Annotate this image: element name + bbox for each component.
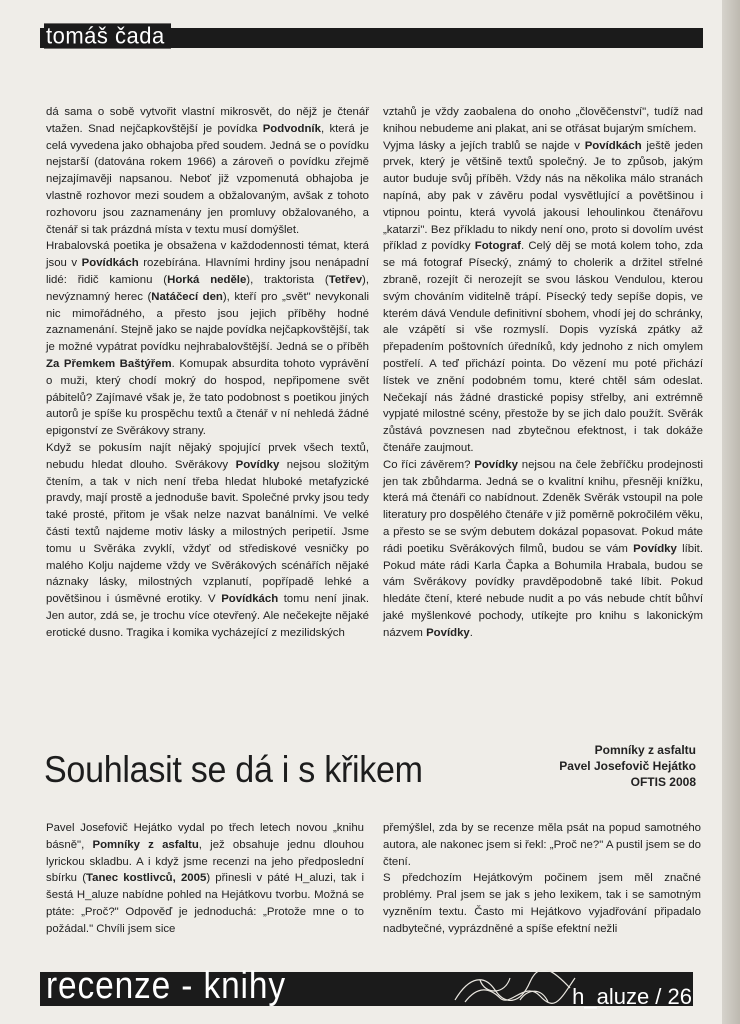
review-column-left <box>46 820 364 938</box>
ornament-flourish-icon <box>450 970 580 1006</box>
article-column-right <box>383 104 703 642</box>
article-column-left <box>46 104 369 642</box>
page-edge-shadow <box>722 0 740 1024</box>
paragraph: dá sama o sobě vytvořit vlastní mikrosvět, do nějž je čtenář vtažen. Snad nejčapkovštější je povídka Podvodník, která je celá vyvedena jako obhajoba před soudem. Jedná se o povídku nejstarší (datována rokem 1966) a zároveň o povídku zřejmě nejzajímavěji napsanou. Neboť již vzpomenutá obhajoba je vlastně rozhovor mezi soudem a obžalovaným, avšak z tohoto rozhovoru jsou zaznamenány jen promluvy obžalovaného, a čtenář si tak prázdná místa v textu musí domýšlet. <box>46 106 369 236</box>
paragraph: Vyjma lásky a jejích trablů se najde v Povídkách ještě jeden prvek, který je většině textů společný. Je to způsob, jakým autor buduje svůj příběh. Vždy nás na několika málo stranách napíná, aby pak v závěru podal vysvětlující a povětšinou i vtipnou pointu, která vyvolá jakousi lehoulinkou čtenářovu „katarzi". Bez příkladu to nikdy není ono, proto si dovolím uvést příklad z povídky Fotograf. Celý děj se motá kolem toho, zda se má fotograf Písecký, známý to cholerik a držitel střelné zbraně, rozejít či nerozejít se svou láskou Vendulou, kterou svým chováním viditelně trápí. Písecký tedy sepíše dopis, ve kterém dává Vendule definitivní sbohem, vhodí jej do schránky, ale vzápětí si vše rozmyslí. Dopis vyzíská zpátky až přepadením poštovních úředníků, kdy jednoho z nich omylem postřelí. A teď přichází pointa. Do vězení mu poté přichází lístek ve znění podobném tomu, které chtěl sám odeslat. Nečekají nás žádné drastické popisy střelby, ani extrémně vypjaté milostné scény, přestože by se jich dalo použít. Svěrák zůstává povznesen nad zbytečnou efektnost, i tak dokáže čtenáře zaujmout. <box>383 139 703 454</box>
paragraph: přemýšlel, zda by se recenze měla psát na popud samotného autora, ale nakonec jsem si řekl: „Proč ne?" A pustil jsem se do čtení. <box>383 822 701 868</box>
paragraph: Hrabalovská poetika je obsažena v každodennosti témat, která jsou v Povídkách rozebírána. Hlavními hrdiny jsou nenápadní lidé: řidič kamionu (Horká neděle), traktorista (Tetřev), nevýznamný herec (Natáčecí den), kteří pro „svět" nevykonali nic mimořádného, a přesto jsou jejich příběhy hodné zaznamenání. Stejně jako se najde povídka nejčapkovštější, tak je možné vypátrat povídku nejhrabalovštější. Jedná se o příběh Za Přemkem Baštýřem. Komupak absurdita tohoto vyprávění o muži, který chodí mokrý do hospod, nepřipomene svět pábitelů? Zajímavé však je, že tato podobnost s poetikou jiných autorů je spíše ku prospěchu textů a čtenář v ní nehledá žádné epigonství ze Svěrákovy strany. <box>46 240 370 438</box>
review-column-right <box>383 820 701 938</box>
review-bibliography <box>559 742 696 790</box>
footer-section: recenze - knihy <box>46 965 286 1007</box>
review-publisher: OFTIS 2008 <box>630 775 696 789</box>
review-title: Souhlasit se dá i s křikem <box>44 749 423 790</box>
review-book-author: Pavel Josefovič Hejátko <box>559 759 696 773</box>
review-book-title: Pomníky z asfaltu <box>594 743 696 757</box>
footer-folio: h_aluze / 26 <box>572 984 692 1009</box>
paragraph: Co říci závěrem? Povídky nejsou na čele žebříčku prodejnosti jen tak zbůhdarma. Jedná se o kvalitní knihu, přesněji knížku, která má čtenáři co nabídnout. Zdeněk Svěrák vstoupil na pole literatury pro dospělého čtenáře v již poměrně pokročilém věku, a přesto se se svým debutem dokázal popasovat. Pokud máte rádi poetiku Svěrákových filmů, budou se vám Povídky líbit. Pokud máte rádi Karla Čapka a Bohumila Hrabala, budou se vám Svěrákovy povídky pravděpodobně také líbit. Pokud hledáte čtení, které nebude nudit a po vás nebude chtít bůhví jaké myšlenkové pochody, utíkejte pro knihu s lakonickým názvem Povídky. <box>383 458 703 639</box>
paragraph: Pavel Josefovič Hejátko vydal po třech letech novou „knihu básně", Pomníky z asfaltu, jež obsahuje jednu dlouhou lyrickou skladbu. A i když jsme recenzi na jeho předposlední sbírku (Tanec kostlivců, 2005) přinesli v páté H_aluzi, tak i šestá H_aluze nabídne pohled na Hejátkovu tvorbu. Možná se ptáte: „Proč?" Odpověď je jednoduchá: „Protože mne o to požádal." Chvíli jsem sice <box>46 822 364 935</box>
header-author: tomáš čada <box>44 23 171 48</box>
paragraph: Když se pokusím najít nějaký spojující prvek všech textů, nebudu hledat dlouho. Svěrákovy Povídky nejsou složitým čtením, a tak v nich není třeba hledat hluboké metafyzické pravdy, mají prostě a jednoduše bavit. Společné prvky jsou tedy také prosté, přitom je však nelze nazvat banálními. Ve velké části textů najdeme motiv lásky a milostných peripetií. Jsme tomu u Svěráka zvyklí, vždyť od střediskové vesničky po malého Kolju najdeme vždy ve Svěrákových scénářích nějaké náznaky lásky, milostných vzplanutí, popřípadě lehké a povětšinou i úsměvné erotiky. V Povídkách tomu není jinak. Jen autor, zdá se, je trochu více otevřený. Ale nečekejte nějaké erotické dusno. Tragika i komika vycházející z mezilidských <box>46 441 370 639</box>
paragraph: S předchozím Hejátkovým počinem jsem měl značné problémy. Pral jsem se jak s jeho lexikem, tak i se samotným vyzněním textu. Často mi Hejátkovo vyjadřování připadalo nadbytečné, vyprázdněné a spíše efektní nežli <box>383 872 701 935</box>
paragraph: vztahů je vždy zaobalena do onoho „člověčenství", tudíž nad knihou nebudeme ani plakat, ani se otřásat bujarým smíchem. <box>383 106 703 135</box>
